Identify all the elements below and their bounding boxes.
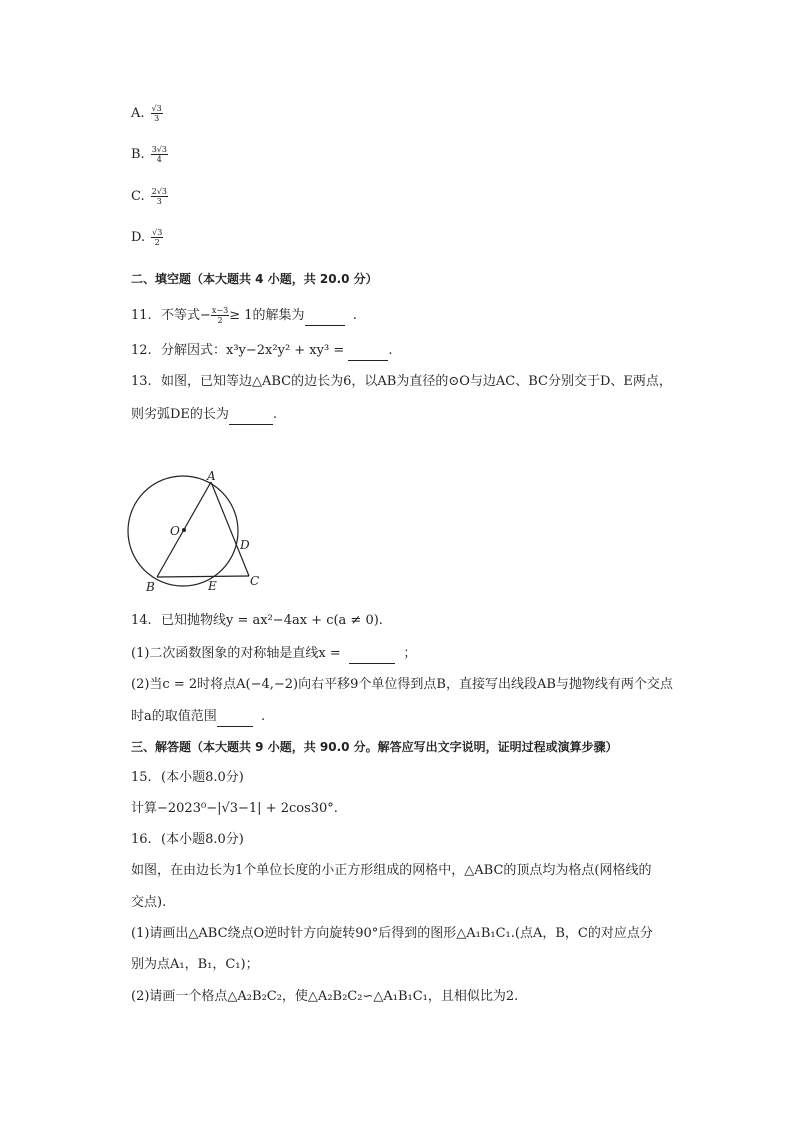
question-16-line4 — [131, 955, 259, 975]
end-mark: ； — [403, 646, 417, 661]
fraction-denominator: 2 — [217, 316, 223, 325]
fraction-numerator: √3 — [151, 104, 162, 113]
question-16 — [131, 830, 244, 850]
question-number: 12. — [131, 343, 152, 358]
answer-blank[interactable] — [349, 643, 395, 664]
question-text: (1)请画出△ABC绕点O逆时针方向旋转90°后得到的图形△A₁B₁C₁.(点A，B，C的对应点分 — [131, 926, 653, 941]
question-score: (本小题8.0分) — [161, 832, 244, 847]
end-mark: . — [352, 308, 357, 323]
fraction — [151, 145, 168, 164]
answer-blank[interactable] — [305, 305, 345, 326]
question-text: 不等式− — [161, 308, 211, 323]
answer-blank[interactable] — [217, 706, 253, 727]
question-text: 如图，在由边长为1个单位长度的小正方形组成的网格中，△ABC的顶点均为格点(网格线的 — [131, 863, 652, 878]
question-14-part1 — [131, 643, 416, 664]
fraction-denominator: 2 — [154, 238, 160, 247]
question-text: 如图，已知等边△ABC的边长为6，以AB为直径的⊙O与边AC、BC分别交于D、E两点， — [161, 374, 672, 389]
end-mark: . — [261, 709, 266, 724]
label-e: E — [208, 579, 217, 593]
center-point-o — [182, 528, 186, 532]
fraction-numerator: √3 — [152, 228, 163, 237]
fraction-numerator: 3√3 — [151, 145, 167, 154]
question-15-body — [131, 799, 338, 819]
label-o: O — [170, 524, 180, 538]
question-16-line5 — [131, 987, 518, 1007]
fraction — [211, 306, 229, 325]
question-12 — [131, 340, 393, 361]
option-b — [131, 145, 168, 164]
question-16-line1 — [131, 861, 651, 881]
question-text: (1)二次函数图象的对称轴是直线x = — [131, 646, 341, 661]
question-text: ≥ 1的解集为 — [229, 308, 305, 323]
question-14 — [131, 611, 383, 631]
question-text: 则劣弧DE的长为 — [131, 407, 229, 422]
fraction-denominator: 3 — [154, 114, 160, 123]
label-b: B — [146, 580, 155, 594]
fraction — [151, 104, 163, 123]
question-number: 14. — [131, 613, 152, 628]
option-letter: D. — [131, 230, 146, 245]
answer-blank[interactable] — [348, 340, 388, 361]
option-letter: C. — [131, 189, 145, 204]
question-text: 已知抛物线y = ax²−4ax + c(a ≠ 0). — [161, 613, 383, 628]
label-a: A — [207, 469, 216, 483]
question-number: 16. — [131, 832, 152, 847]
section-heading-fill-in: 二、填空题（本大题共 4 小题，共 20.0 分） — [131, 272, 378, 286]
fraction-numerator: x−3 — [211, 306, 229, 315]
fraction-numerator: 2√3 — [151, 187, 167, 196]
question-13 — [131, 372, 672, 392]
label-c: C — [250, 574, 260, 588]
fraction-denominator: 3 — [156, 197, 162, 206]
question-text: 分解因式：x³y−2x²y² + xy³ = — [161, 343, 345, 358]
option-c — [131, 187, 168, 206]
question-text: 交点). — [131, 895, 167, 910]
fraction-denominator: 4 — [156, 155, 162, 164]
option-letter: A. — [131, 106, 145, 121]
question-text: (2)请画一个格点△A₂B₂C₂，使△A₂B₂C₂∽△A₁B₁C₁，且相似比为2. — [131, 989, 519, 1004]
fraction — [151, 187, 168, 206]
option-letter: B. — [131, 147, 145, 162]
question-score: (本小题8.0分) — [161, 770, 244, 785]
question-text: 时a的取值范围 — [131, 709, 217, 724]
question-14-part2 — [131, 675, 673, 695]
question-15 — [131, 768, 244, 788]
question-text: (2)当c = 2时将点A(−4,−2)向右平移9个单位得到点B，直接写出线段AB与抛物线有两个交点 — [131, 677, 673, 692]
question-13-line2 — [131, 404, 277, 425]
question-14-part2-line2 — [131, 706, 265, 727]
option-a — [131, 104, 163, 123]
end-mark: . — [272, 407, 278, 422]
question-number: 15. — [131, 770, 152, 785]
question-11 — [131, 305, 357, 326]
question-number: 13. — [131, 374, 152, 389]
question-number: 11. — [131, 308, 152, 323]
question-text: 别为点A₁，B₁，C₁)； — [131, 957, 259, 972]
answer-blank[interactable] — [229, 404, 273, 425]
question-text: 计算−2023⁰−|√3−1| + 2cos30°. — [131, 801, 338, 816]
side-bc — [157, 576, 249, 577]
question-16-line2 — [131, 893, 166, 913]
side-ac — [211, 482, 249, 576]
label-d: D — [240, 538, 250, 552]
option-d — [131, 228, 163, 247]
geometry-figure — [120, 468, 280, 594]
end-mark: . — [388, 343, 393, 358]
question-16-line3 — [131, 924, 653, 944]
fraction — [151, 228, 163, 247]
section-heading-answer: 三、解答题（本大题共 9 小题，共 90.0 分。解答应写出文字说明，证明过程或演算步骤） — [131, 740, 618, 754]
